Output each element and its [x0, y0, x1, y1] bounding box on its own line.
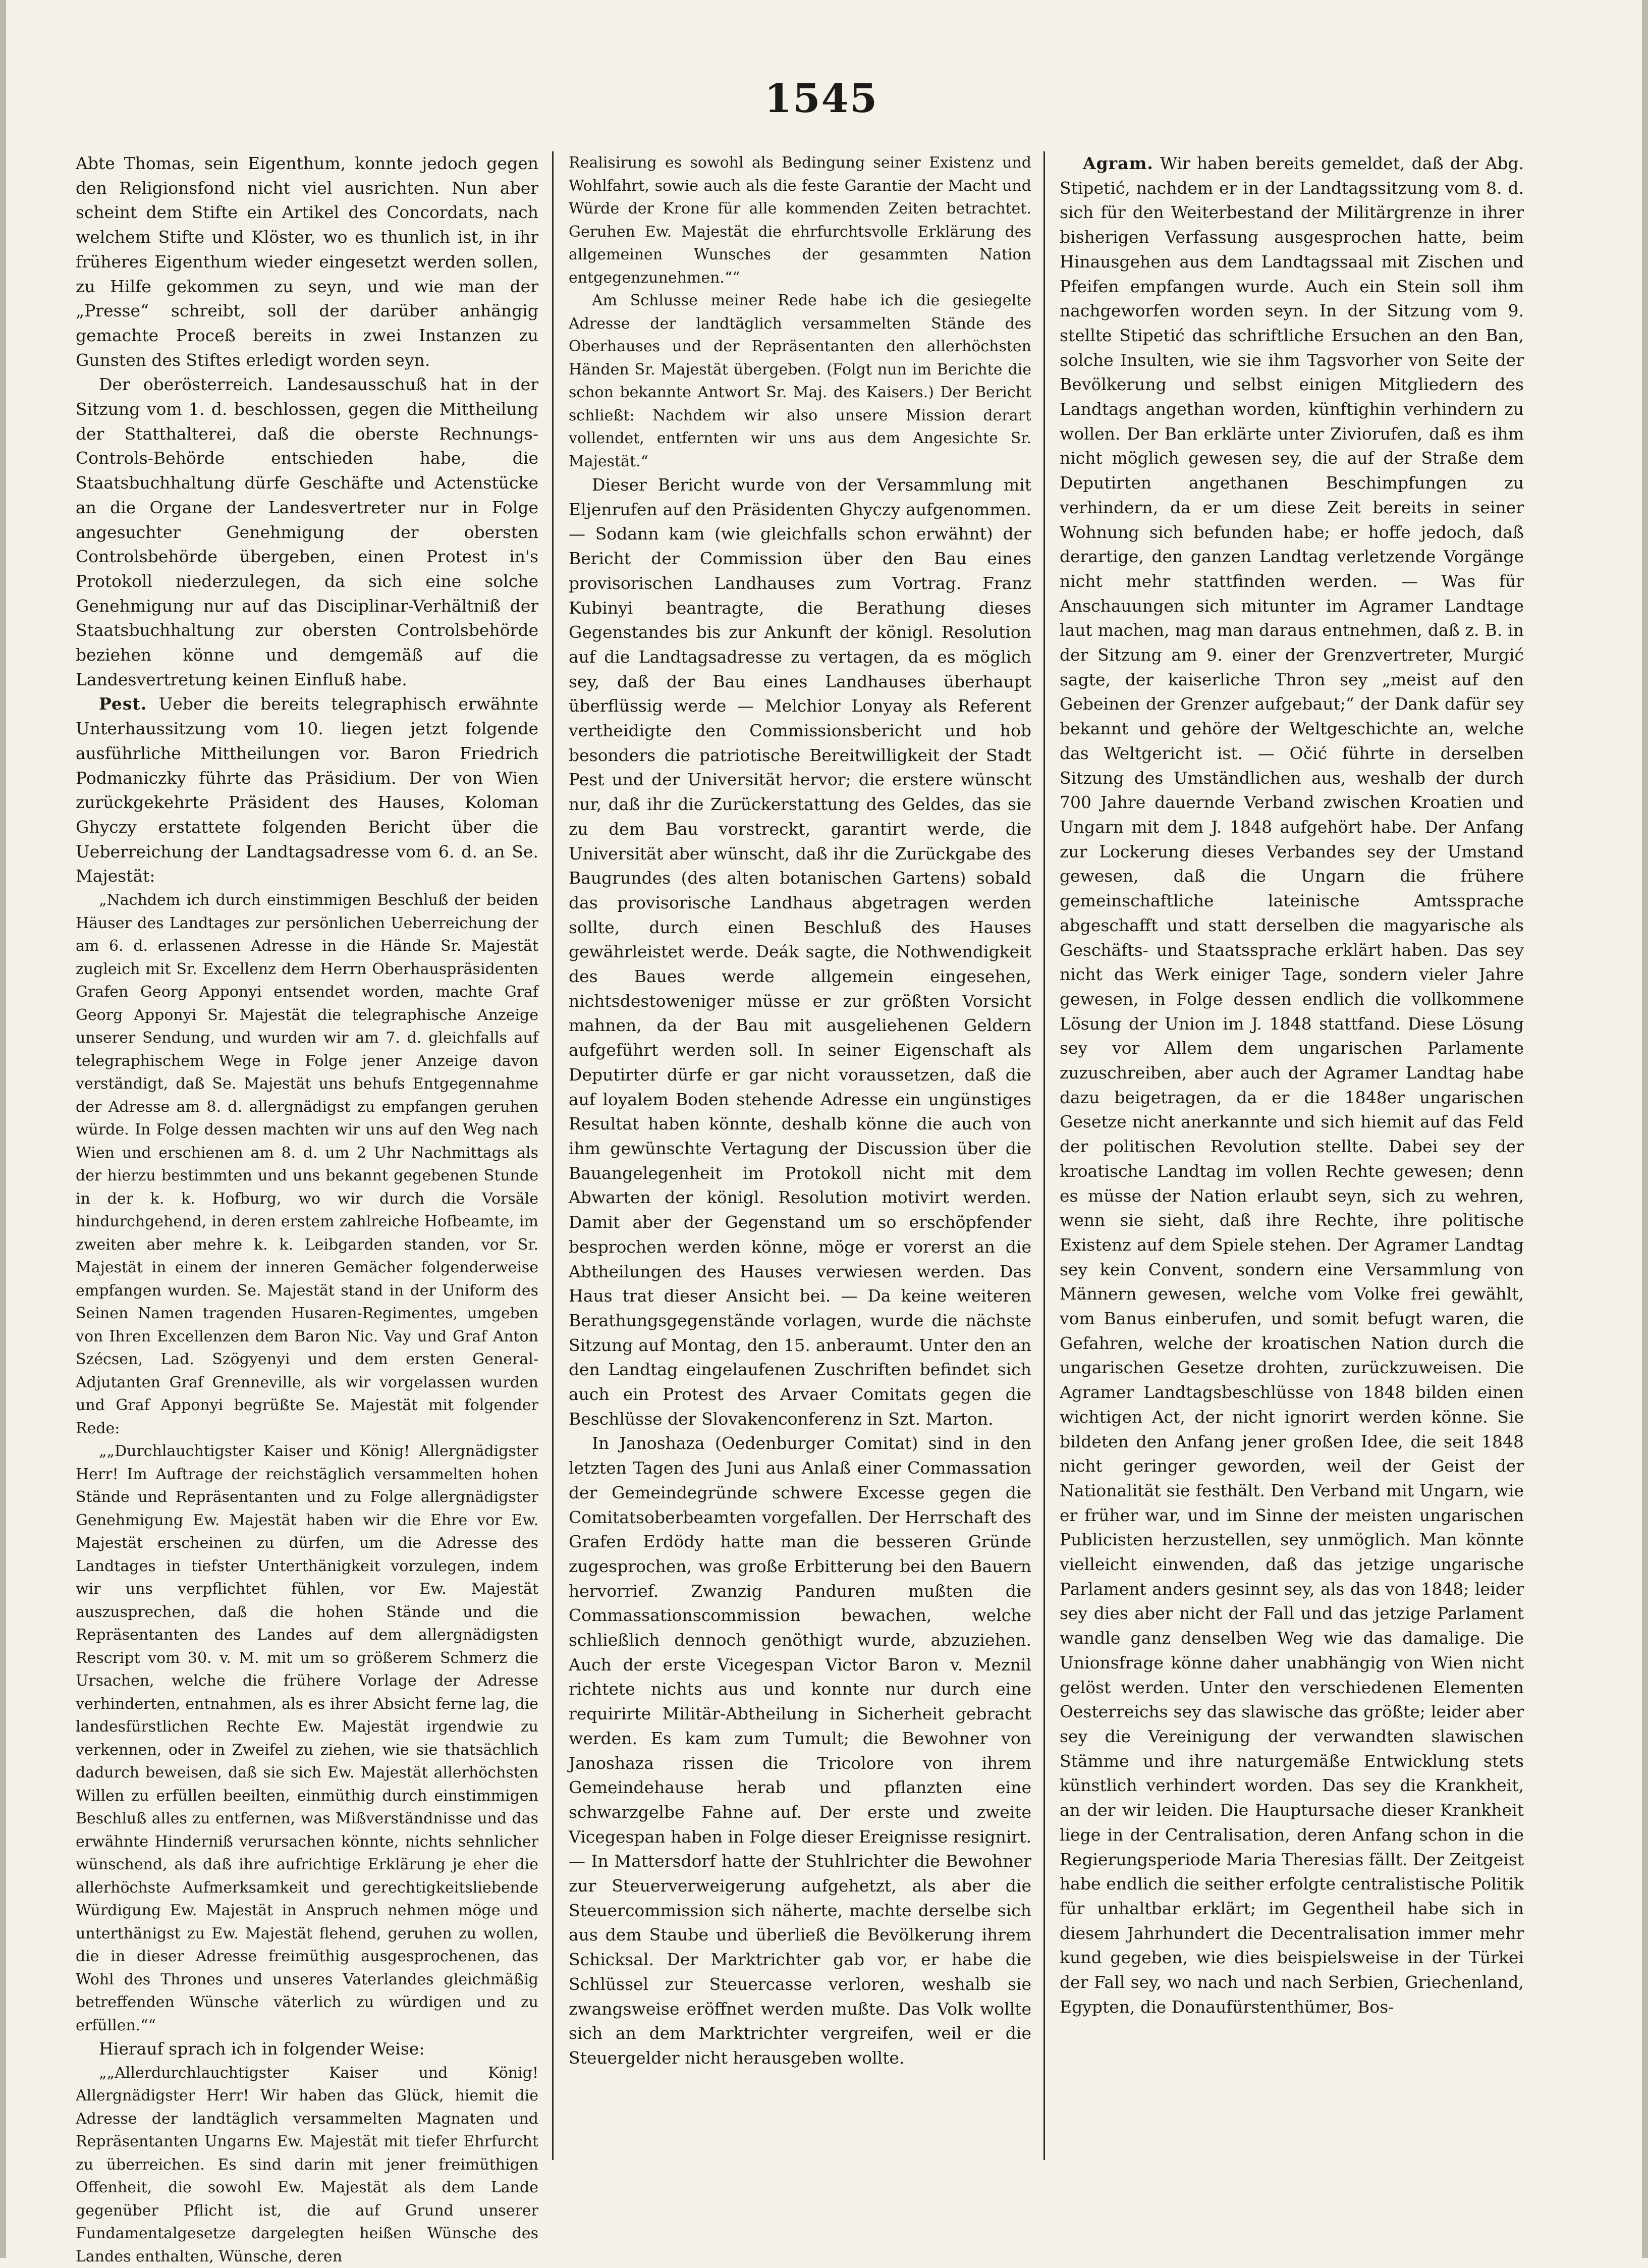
article-paragraph [76, 692, 538, 889]
column-divider [552, 151, 554, 2160]
paragraph-text: Der oberösterreich. Landesausschuß hat in der Sitzung vom 1. d. beschlossen, gegen die Mittheilung der Statthalterei, daß die oberste Rechnungs-Controls-Behörde entschieden habe, die Staatsbuchhaltung dürfe Geschäfte und Actenstücke an die Organe der Landesvertreter nur in Folge angesuchter Genehmigung der obersten Controlsbehörde übergeben, einen Protest in's Protokoll niederzulegen, da sich eine solche Genehmigung nur auf das Disciplinar-Verhältniß der Staatsbuchhaltung zur obersten Controlsbehörde beziehen könne und demgemäß auf die Landesvertretung keinen Einfluß habe. [76, 374, 538, 689]
dateline: Agram. [1083, 153, 1153, 173]
article-paragraph [569, 289, 1031, 473]
paragraph-text: Ueber die bereits telegraphisch erwähnte Unterhaussitzung vom 10. liegen jetzt folgende ausführliche Mittheilungen vor. Baron Friedrich Podmaniczky führte das Präsidium. Der von Wien zurückgekehrte Präsident des Hauses, Koloman Ghyczy erstattete folgenden Bericht über die Ueberreichung der Landtagsadresse vom 6. d. an Se. Majestät: [76, 694, 538, 886]
right-page-edge [1642, 0, 1648, 2258]
paragraph-text: Abte Thomas, sein Eigenthum, konnte jedoch gegen den Religionsfond nicht viel ausrichten. Nun aber scheint dem Stifte ein Artikel des Concordats, nach welchem Stifte und Klöster, wo es thunlich ist, in ihr früheres Eigenthum wieder eingesetzt werden sollen, zu Hilfe gekommen zu seyn, und wie man der „Presse“ schreibt, soll der darüber anhängig gemachte Proceß bereits in zwei Instanzen zu Gunsten des Stiftes erledigt worden seyn. [76, 153, 538, 370]
paragraph-text: Hierauf sprach ich in folgender Weise: [99, 2039, 425, 2059]
column-2 [569, 151, 1031, 2150]
column-1 [76, 151, 538, 2265]
paragraph-text: In Janoshaza (Oedenburger Comitat) sind in den letzten Tagen des Juni aus Anlaß einer Commassation der Gemeindegründe schwere Excesse gegen die Comitatsoberbeamten vorgefallen. Der Herrschaft des Grafen Erdödy hatte man die besseren Gründe zugesprochen, was große Erbitterung bei den Bauern hervorrief. Zwanzig Panduren mußten die Commassationscommission bewachen, welche schließlich dennoch genöthigt wurde, abzuziehen. Auch der erste Vicegespan Victor Baron v. Meznil richtete nichts aus und konnte nur durch eine requirirte Militär-Abtheilung in Sicherheit gebracht werden. Es kam zum Tumult; die Bewohner von Janoshaza rissen die Tricolore von ihrem Gemeindehause herab und pflanzten eine schwarzgelbe Fahne auf. Der erste und zweite Vicegespan haben in Folge dieser Ereignisse resignirt. — In Mattersdorf hatte der Stuhlrichter die Bewohner zur Steuerverweigerung aufgehetzt, als aber die Steuercommission sich näherte, machte derselbe sich aus dem Staube und überließ die Bevölkerung ihrem Schicksal. Der Marktrichter gab vor, er habe die Schlüssel zur Steuercasse verloren, weshalb sie zwangsweise eröffnet werden mußte. Das Volk wollte sich an dem Marktrichter vergreifen, weil er die Steuergelder nicht herausgeben wollte. [569, 1433, 1031, 2068]
article-paragraph [569, 151, 1031, 289]
article-paragraph [76, 1440, 538, 2037]
paragraph-text: „Nachdem ich durch einstimmigen Beschluß der beiden Häuser des Landtages zur persönlichen Ueberreichung der am 6. d. erlassenen Adresse in die Hände Sr. Majestät zugleich mit Sr. Excellenz dem Herrn Oberhauspräsidenten Grafen Georg Apponyi entsendet worden, machte Graf Georg Apponyi Sr. Majestät die telegraphische Anzeige unserer Sendung, und wurden wir am 7. d. gleichfalls auf telegraphischem Wege in Folge jener Anzeige davon verständigt, daß Se. Majestät uns behufs Entgegennahme der Adresse am 8. d. allergnädigst zu empfangen geruhen würde. In Folge dessen machten wir uns auf den Weg nach Wien und erschienen am 8. d. um 2 Uhr Nachmittags als der hierzu bestimmten und uns bekannt gegebenen Stunde in der k. k. Hofburg, wo wir durch die Vorsäle hindurchgehend, in deren erstem zahlreiche Hofbeamte, im zweiten aber mehre k. k. Leibgarden standen, vor Sr. Majestät in einem der inneren Gemächer folgenderweise empfangen wurden. Se. Majestät stand in der Uniform des Seinen Namen tragenden Husaren-Regimentes, umgeben von Ihren Excellenzen dem Baron Nic. Vay und Graf Anton Szécsen, Lad. Szögyenyi und dem ersten General-Adjutanten Graf Grenneville, als wir vorgelassen wurden und Graf Apponyi begrüßte Se. Majestät mit folgender Rede: [76, 891, 538, 1437]
left-page-edge [0, 0, 6, 2258]
dateline: Pest. [99, 694, 147, 714]
article-paragraph [569, 473, 1031, 1431]
article-paragraph [76, 2037, 538, 2062]
paragraph-text: „„Allerdurchlauchtigster Kaiser und König! Allergnädigster Herr! Wir haben das Glück, hiemit die Adresse der landtäglich versammelten Magnaten und Repräsentanten Ungarns Ew. Majestät mit tiefer Ehrfurcht zu überreichen. Es sind darin mit jener freimüthigen Offenheit, die sowohl Ew. Majestät als dem Lande gegenüber Pflicht ist, die auf Grund unserer Fundamentalgesetze dargelegten heißen Wünsche des Landes enthalten, Wünsche, deren [76, 2064, 538, 2265]
column-3 [1060, 151, 1524, 2150]
paragraph-text: Realisirung es sowohl als Bedingung seiner Existenz und Wohlfahrt, sowie auch als die feste Garantie der Macht und Würde der Krone für alle kommenden Zeiten betrachtet. Geruhen Ew. Majestät die ehrfurchtsvolle Erklärung des allgemeinen Wunsches der gesammten Nation entgegenzunehmen.““ [569, 154, 1031, 287]
paragraph-text: Am Schlusse meiner Rede habe ich die gesiegelte Adresse der landtäglich versammelten Stände des Oberhauses und der Repräsentanten den allerhöchsten Händen Sr. Majestät übergeben. (Folgt nun im Berichte die schon bekannte Antwort Sr. Maj. des Kaisers.) Der Bericht schließt: Nachdem wir also unsere Mission derart vollendet, entfernten wir uns aus dem Angesichte Sr. Majestät.“ [569, 292, 1031, 470]
paragraph-text: Wir haben bereits gemeldet, daß der Abg. Stipetić, nachdem er in der Landtagssitzung vom 8. d. sich für den Weiterbestand der Militärgrenze in ihrer bisherigen Verfassung ausgesprochen hatte, beim Hinausgehen aus dem Landtagssaal mit Zischen und Pfeifen empfangen wurde. Auch ein Stein soll ihm nachgeworfen worden seyn. In der Sitzung vom 9. stellte Stipetić das schriftliche Ersuchen an den Ban, solche Insulten, wie sie ihm Tagsvorher von Seite der Bevölkerung und selbst einigen Mitgliedern des Landtags angethan worden, künftighin verhindern zu wollen. Der Ban erklärte unter Ziviorufen, daß es ihm nicht möglich gewesen sey, die auf der Straße dem Deputirten angethanen Beschimpfungen zu verhindern, da er um diese Zeit bereits in seiner Wohnung sich befunden habe; er hoffe jedoch, daß derartige, den ganzen Landtag verletzende Vorgänge nicht mehr stattfinden werden. — Was für Anschauungen sich mitunter im Agramer Landtage laut machen, mag man daraus entnehmen, daß z. B. in der Sitzung am 9. einer der Grenzvertreter, Murgić sagte, der kaiserliche Thron sey „meist auf den Gebeinen der Grenzer aufgebaut;“ der Dank dafür sey bekannt und gehöre der Weltgeschichte an, welche das Weltgericht ist. — Očić führte in derselben Sitzung des Umständlichen aus, weshalb der durch 700 Jahre dauernde Verband zwischen Kroatien und Ungarn mit dem J. 1848 aufgehört habe. Der Anfang zur Lockerung dieses Verbandes sey der Umstand gewesen, daß die Ungarn die frühere gemeinschaftliche lateinische Amtssprache abgeschafft und statt derselben die magyarische als Geschäfts- und Staatssprache erklärt haben. Das sey nicht das Werk einiger Tage, sondern vieler Jahre gewesen, in Folge dessen endlich die vollkommene Lösung der Union im J. 1848 stattfand. Diese Lösung sey vor Allem dem ungarischen Parlamente zuzuschreiben, aber auch der Agramer Landtag habe dazu beigetragen, da er die 1848er ungarischen Gesetze nicht anerkannte und sich hiemit auf das Feld der politischen Revolution stellte. Dabei sey der kroatische Landtag im vollen Rechte gewesen; denn es müsse der Nation erlaubt seyn, sich zu wehren, wenn sie sieht, daß ihre Rechte, ihre politische Existenz auf dem Spiele stehen. Der Agramer Landtag sey kein Convent, sondern eine Versammlung von Männern gewesen, welche vom Volke frei gewählt, vom Banus einberufen, und somit befugt waren, die Gefahren, welche der kroatischen Nation durch die ungarischen Gesetze drohten, zurückzuweisen. Die Agramer Landtagsbeschlüsse von 1848 bilden einen wichtigen Act, der nicht ignorirt werden könne. Sie bildeten den Anfang jener großen Idee, die seit 1848 nicht geringer geworden, weil der Geist der Nationalität sie festhält. Den Verband mit Ungarn, wie er früher war, und im Sinne der meisten ungarischen Publicisten herzustellen, sey unmöglich. Man könnte vielleicht einwenden, daß das jetzige ungarische Parlament anders gesinnt sey, als das von 1848; leider sey dies aber nicht der Fall und das jetzige Parlament wandle ganz denselben Weg wie das damalige. Die Unionsfrage könne daher unabhängig von Wien nicht gelöst werden. Unter den verschiedenen Elementen Oesterreichs sey das slawische das größte; leider aber sey die Vereinigung der verwandten slawischen Stämme und ihre naturgemäße Entwicklung stets künstlich verhindert worden. Das sey die Krankheit, an der wir leiden. Die Hauptursache dieser Krankheit liege in der Centralisation, deren Anfang schon in die Regierungsperiode Maria Theresias fällt. Der Zeitgeist habe endlich die seither erfolgte centralistische Politik für unhaltbar erklärt; im Gegentheil habe sich in diesem Jahrhundert die Decentralisation immer mehr kund gegeben, wie dies beispielsweise in der Türkei der Fall sey, wo nach und nach Serbien, Griechenland, Egypten, die Donaufürstenthümer, Bos- [1060, 153, 1524, 2017]
column-divider [1043, 151, 1045, 2160]
page-number: 1545 [764, 76, 878, 122]
paragraph-text: „„Durchlauchtigster Kaiser und König! Allergnädigster Herr! Im Auftrage der reichstäglich versammelten hohen Stände und Repräsentanten und zu Folge allergnädigster Genehmigung Ew. Majestät haben wir die Ehre vor Ew. Majestät erscheinen zu dürfen, um die Adresse des Landtages in tiefster Unterthänigkeit vorzulegen, indem wir uns verpflichtet fühlen, vor Ew. Majestät auszusprechen, daß die hohen Stände und die Repräsentanten des Landes auf dem allergnädigsten Rescript vom 30. v. M. mit um so größerem Schmerz die Ursachen, welche die frühere Vorlage der Adresse verhinderten, entnahmen, als es ihrer Absicht ferne lag, die landesfürstlichen Rechte Ew. Majestät irgendwie zu verkennen, oder in Zweifel zu ziehen, wie sie thatsächlich dadurch beweisen, daß sie sich Ew. Majestät allerhöchsten Willen zu erfüllen beeilten, einmüthig durch einstimmigen Beschluß alles zu entfernen, was Mißverständnisse und das erwähnte Hinderniß verursachen könnte, nichts sehnlicher wünschend, als daß ihre aufrichtige Erklärung je eher die allerhöchste Aufmerksamkeit und gerechtigkeitsliebende Würdigung Ew. Majestät in Anspruch nehmen möge und unterthänigst zu Ew. Majestät flehend, geruhen zu wollen, die in dieser Adresse freimüthig ausgesprochenen, das Wohl des Thrones und unseres Vaterlandes gleichmäßig betreffenden Wünsche väterlich zu würdigen und zu erfüllen.““ [76, 1442, 538, 2034]
article-paragraph [76, 2062, 538, 2268]
article-paragraph [76, 151, 538, 372]
article-paragraph [1060, 151, 1524, 2019]
article-paragraph [76, 889, 538, 1440]
article-paragraph [569, 1431, 1031, 2070]
article-paragraph [76, 372, 538, 692]
paragraph-text: Dieser Bericht wurde von der Versammlung mit Eljenrufen auf den Präsidenten Ghyczy aufgenommen. — Sodann kam (wie gleichfalls schon erwähnt) der Bericht der Commission über den Bau eines provisorischen Landhauses zum Vortrag. Franz Kubinyi beantragte, die Berathung dieses Gegenstandes bis zur Ankunft der königl. Resolution auf die Landtagsadresse zu vertagen, da es möglich sey, daß der Bau eines Landhauses überhaupt überflüssig werde — Melchior Lonyay als Referent vertheidigte den Commissionsbericht und hob besonders die patriotische Bereitwilligkeit der Stadt Pest und der Universität hervor; die erstere wünscht nur, daß ihr die Zurückerstattung des Geldes, das sie zu dem Bau vorstreckt, garantirt werde, die Universität aber wünscht, daß ihr die Zurückgabe des Baugrundes (des alten botanischen Gartens) sobald das provisorische Landhaus abgetragen werden sollte, durch einen Beschluß des Hauses gewährleistet werde. Deák sagte, die Nothwendigkeit des Baues werde allgemein eingesehen, nichtsdestoweniger müsse er zur größten Vorsicht mahnen, da der Bau mit ausgeliehenen Geldern aufgeführt werden soll. In seiner Eigenschaft als Deputirter dürfe er gar nicht voraussetzen, daß die auf loyalem Boden stehende Adresse ein ungünstiges Resultat haben könnte, deshalb könne die auch von ihm gewünschte Vertagung der Discussion über die Bauangelegenheit im Protokoll nicht mit dem Abwarten der königl. Resolution motivirt werden. Damit aber der Gegenstand um so erschöpfender besprochen werden könne, möge er vorerst an die Abtheilungen des Hauses verwiesen werden. Das Haus trat dieser Ansicht bei. — Da keine weiteren Berathungsgegenstände vorlagen, wurde die nächste Sitzung auf Montag, den 15. anberaumt. Unter den an den Landtag eingelaufenen Zuschriften befindet sich auch ein Protest des Arvaer Comitats gegen die Beschlüsse der Slovakenconferenz in Szt. Marton. [569, 475, 1031, 1429]
